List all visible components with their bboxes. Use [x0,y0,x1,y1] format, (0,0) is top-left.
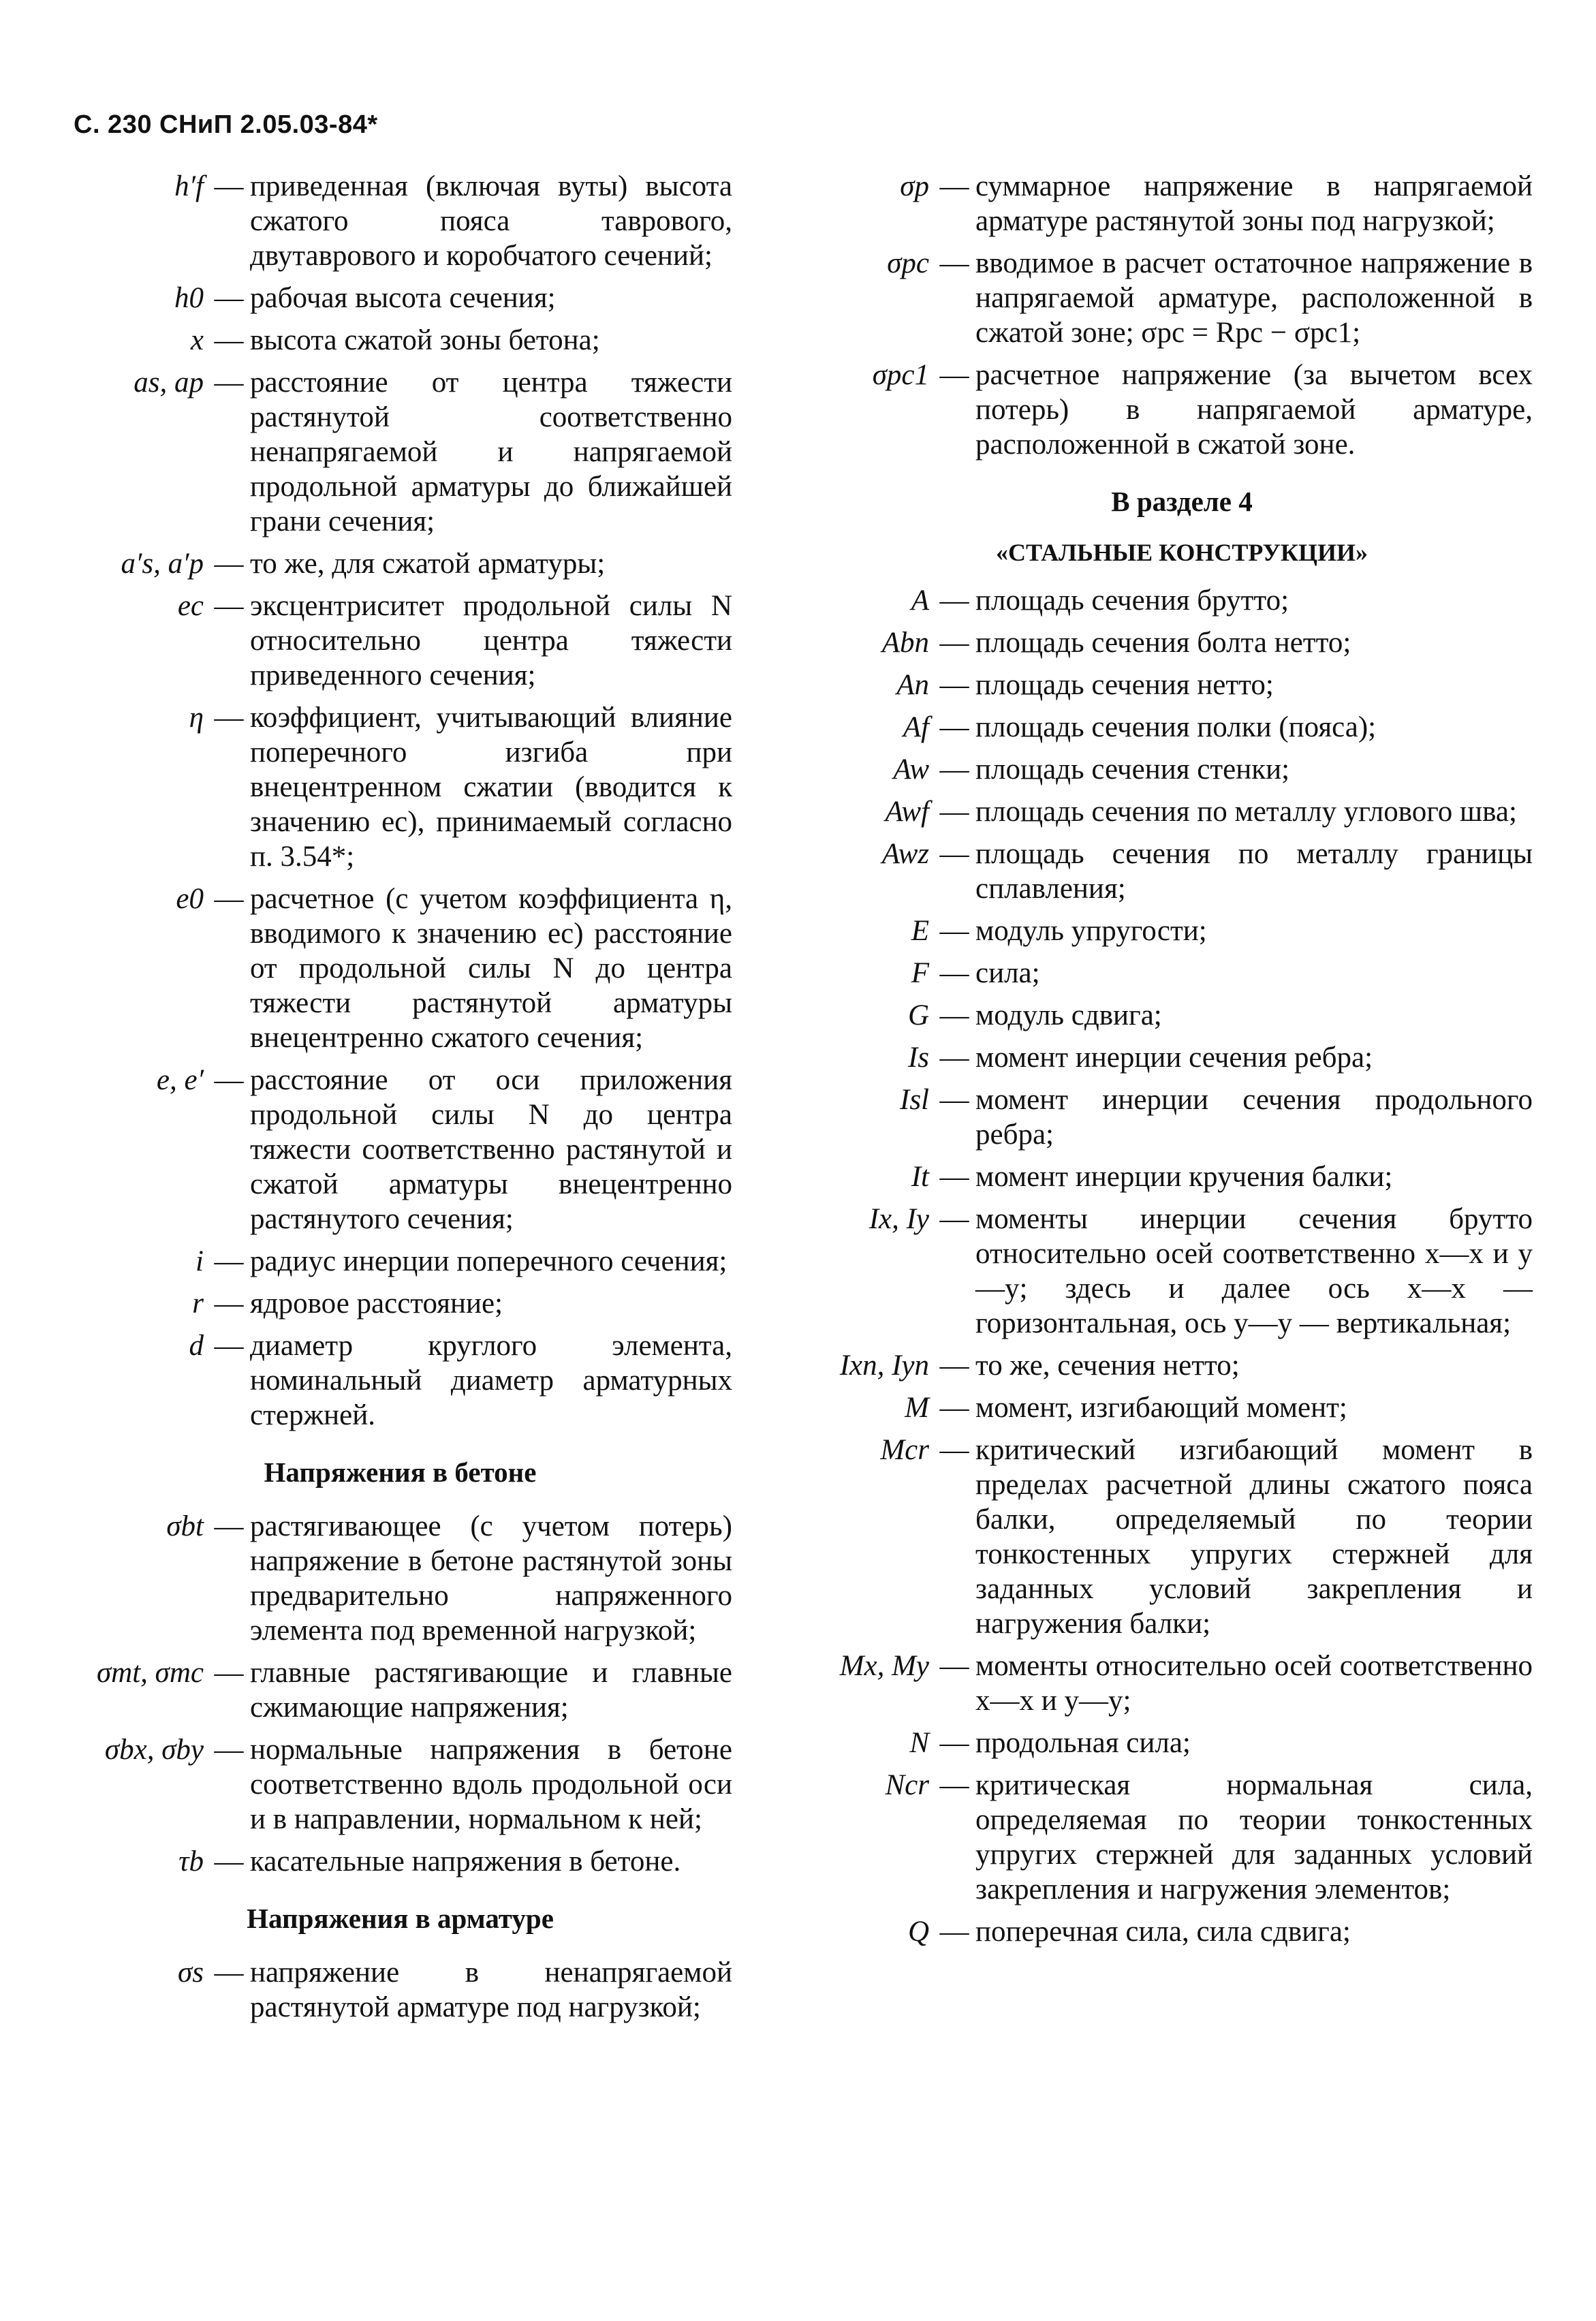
definition-entry [68,546,732,581]
entry-definition: момент инерции сечения ребра; [975,1042,1373,1074]
definition-entry [831,998,1533,1033]
entry-dash: — [214,1510,244,1542]
right-column [831,169,1533,1957]
entry-definition: то же, сечения нетто; [975,1350,1240,1382]
entry-definition: ядровое расстояние; [250,1288,503,1320]
definition-entry [68,589,732,693]
entry-symbol: e, e′ [156,1064,204,1096]
entry-dash: — [939,1350,969,1382]
definition-entry [831,837,1533,906]
entry-symbol: Af [903,711,929,743]
entry-definition: растягивающее (с учетом потерь) напряжение в бетоне растянутой зоны предварительно напряженного элемента под временной нагрузкой; [250,1510,732,1647]
definition-entry [831,710,1533,745]
entry-definition: момент инерции кручения балки; [975,1161,1393,1193]
entry-dash: — [939,247,969,279]
entry-symbol: Abn [881,627,929,659]
entry-symbol: Is [907,1042,929,1074]
entry-symbol: G [907,999,929,1031]
entry-symbol: ec [177,590,204,622]
entry-symbol: σmt, σmc [96,1657,204,1689]
entry-symbol: as, ap [134,367,204,399]
entry-symbol: σpc [887,247,929,279]
definition-entry [68,169,732,273]
entry-symbol: h′f [174,170,204,202]
definition-entry [68,700,732,874]
entry-symbol: Mx, My [839,1650,929,1682]
entry-definition: радиус инерции поперечного сечения; [250,1245,727,1277]
entry-dash: — [214,1288,244,1320]
definition-entry [68,1732,732,1837]
entry-definition: касательные напряжения в бетоне. [250,1845,681,1878]
entry-definition: площадь сечения нетто; [975,669,1274,701]
entry-dash: — [939,669,969,701]
definition-entry [831,169,1533,238]
definition-entry [831,914,1533,948]
entry-dash: — [214,1245,244,1277]
entry-definition: модуль сдвига; [975,999,1162,1031]
entry-definition: площадь сечения болта нетто; [975,627,1351,659]
entry-definition: продольная сила; [975,1727,1191,1759]
definition-entry [831,1390,1533,1425]
entry-definition: нормальные напряжения в бетоне соответственно вдоль продольной оси и в направлении, нормальном к ней; [250,1734,732,1835]
entry-symbol: σpc1 [872,359,929,391]
definition-entry [68,1244,732,1279]
entry-symbol: h0 [174,282,204,314]
section-heading: «СТАЛЬНЫЕ КОНСТРУКЦИИ» [995,539,1368,566]
entry-dash: — [939,359,969,391]
definition-entry [831,752,1533,787]
entry-definition: площадь сечения брутто; [975,585,1289,617]
entry-symbol: E [911,915,929,947]
entry-symbol: d [189,1330,204,1362]
entry-dash: — [939,1434,969,1466]
entry-symbol: σs [178,1957,204,1989]
entry-dash: — [939,627,969,659]
entry-dash: — [214,702,244,734]
definition-entry [68,1328,732,1433]
entry-symbol: τb [178,1845,204,1878]
entry-symbol: Ix, Iy [869,1203,929,1235]
entry-symbol: Ixn, Iyn [839,1350,929,1382]
entry-definition: расчетное (с учетом коэффициента η, вводимого к значению ec) расстояние от продольной силы N до центра тяжести растянутой арматуры внецентренно сжатого сечения; [250,883,732,1054]
entry-definition: суммарное напряжение в напрягаемой арматуре растянутой зоны под нагрузкой; [975,170,1533,237]
definition-entry [831,1433,1533,1641]
definition-entry [831,1040,1533,1075]
entry-dash: — [214,1957,244,1989]
entry-definition: моменты относительно осей соответственно x—x и y—y; [975,1650,1533,1717]
definition-entry [831,1649,1533,1718]
definition-entry [831,246,1533,350]
entry-dash: — [214,1330,244,1362]
entry-symbol: Q [907,1916,929,1948]
entry-definition: модуль упругости; [975,915,1207,947]
entry-definition: площадь сечения стенки; [975,753,1290,785]
entry-definition: коэффициент, учитывающий влияние поперечного изгиба при внецентренном сжатии (вводится к значению ec), принимаемый согласно п. 3.54*; [250,702,732,873]
entry-dash: — [214,1734,244,1766]
entry-dash: — [939,1650,969,1682]
entry-definition: момент инерции сечения продольного ребра; [975,1084,1533,1151]
entry-symbol: x [190,324,204,356]
entry-symbol: i [195,1245,204,1277]
entry-definition: то же, для сжатой арматуры; [250,548,606,580]
entry-dash: — [939,796,969,828]
definition-entry [68,1286,732,1321]
entry-dash: — [939,1084,969,1116]
entry-symbol: Aw [893,753,929,785]
entry-dash: — [939,1203,969,1235]
entry-definition: рабочая высота сечения; [250,282,556,314]
entry-dash: — [939,1916,969,1948]
entry-symbol: It [911,1161,929,1193]
entry-symbol: σp [900,170,929,202]
definition-entry [831,1726,1533,1760]
entry-symbol: An [896,669,929,701]
entry-dash: — [939,753,969,785]
entry-dash: — [939,1727,969,1759]
definition-entry [831,358,1533,462]
entry-symbol: Ncr [885,1769,929,1801]
definition-entry [831,668,1533,702]
entry-symbol: r [192,1288,204,1320]
definition-entry [831,1348,1533,1383]
definition-entry [68,1063,732,1236]
definition-entry [68,323,732,358]
entry-definition: приведенная (включая вуты) высота сжатого пояса таврового, двутаврового и коробчатого сечений; [250,170,732,272]
entry-definition: сила; [975,957,1040,989]
entry-symbol: e0 [176,883,204,915]
entry-dash: — [214,1064,244,1096]
entry-symbol: Isl [900,1084,929,1116]
entry-dash: — [214,170,244,202]
definition-entry [68,1844,732,1879]
entry-symbol: Awf [885,796,929,828]
entry-definition: моменты инерции сечения брутто относительно осей соответственно x—x и y—y; здесь и далее ось x—x — горизонтальная, ось y—y — вертикальная; [975,1203,1533,1339]
entry-definition: момент, изгибающий момент; [975,1392,1347,1424]
entry-dash: — [939,585,969,617]
entry-symbol: A [911,585,929,617]
entry-dash: — [214,1657,244,1689]
entry-dash: — [214,282,244,314]
entry-definition: напряжение в ненапрягаемой растянутой арматуре под нагрузкой; [250,1957,732,2023]
definition-entry [68,1955,732,2025]
entry-definition: вводимое в расчет остаточное напряжение в напрягаемой арматуре, расположенной в сжатой зоне; σpc = Rpc − σpc1; [975,247,1533,349]
entry-definition: критический изгибающий момент в пределах расчетной длины сжатого пояса балки, определяемый по теории тонкостенных упругих стержней для заданных условий закрепления и нагружения балки; [975,1434,1533,1640]
entry-definition: площадь сечения по металлу границы сплавления; [975,838,1533,905]
definition-entry [831,583,1533,618]
entry-dash: — [214,883,244,915]
entry-dash: — [939,711,969,743]
definition-entry [831,1202,1533,1341]
entry-dash: — [939,1769,969,1801]
entry-definition: диаметр круглого элемента, номинальный диаметр арматурных стержней. [250,1330,732,1431]
entry-dash: — [214,590,244,622]
entry-symbol: N [909,1727,929,1759]
definition-entry [831,794,1533,829]
entry-dash: — [939,1392,969,1424]
definition-entry [68,365,732,539]
entry-dash: — [939,915,969,947]
page-header: С. 230 СНиП 2.05.03-84* [74,110,378,139]
entry-symbol: σbt [166,1510,204,1542]
left-column [68,169,732,2032]
entry-dash: — [939,170,969,202]
definition-entry [831,956,1533,991]
entry-dash: — [939,957,969,989]
entry-dash: — [214,548,244,580]
entry-definition: расчетное напряжение (за вычетом всех потерь) в напрягаемой арматуре, расположенной в сжатой зоне. [975,359,1533,461]
entry-symbol: Mcr [880,1434,929,1466]
section-heading: Напряжения в арматуре [247,1903,554,1934]
entry-dash: — [214,367,244,399]
definition-entry [68,1655,732,1725]
entry-definition: главные растягивающие и главные сжимающие напряжения; [250,1657,732,1724]
entry-symbol: σbx, σby [104,1734,204,1766]
entry-symbol: η [189,702,204,734]
entry-definition: расстояние от оси приложения продольной силы N до центра тяжести соответственно растянутой и сжатой арматуры внецентренно растянутого сечения; [250,1064,732,1235]
entry-definition: поперечная сила, сила сдвига; [975,1916,1351,1948]
entry-dash: — [939,838,969,870]
entry-symbol: F [911,957,929,989]
entry-definition: расстояние от центра тяжести растянутой соответственно ненапрягаемой и напрягаемой продольной арматуры до ближайшей грани сечения; [250,367,732,538]
definition-entry [68,281,732,315]
entry-symbol: M [905,1392,929,1424]
entry-dash: — [939,1042,969,1074]
definition-entry [831,625,1533,660]
definition-entry [831,1914,1533,1949]
entry-definition: площадь сечения полки (пояса); [975,711,1377,743]
entry-definition: эксцентриситет продольной силы N относительно центра тяжести приведенного сечения; [250,590,732,691]
entry-dash: — [939,999,969,1031]
section-heading: Напряжения в бетоне [264,1457,537,1488]
entry-dash: — [214,324,244,356]
entry-definition: высота сжатой зоны бетона; [250,324,600,356]
definition-entry [831,1159,1533,1194]
entry-definition: площадь сечения по металлу углового шва; [975,796,1517,828]
definition-entry [831,1768,1533,1907]
definition-entry [68,1509,732,1648]
entry-dash: — [939,1161,969,1193]
entry-symbol: Awz [881,838,929,870]
definition-entry [831,1082,1533,1152]
entry-symbol: a′s, a′p [121,548,204,580]
entry-dash: — [214,1845,244,1878]
entry-definition: критическая нормальная сила, определяемая по теории тонкостенных упругих стержней для заданных условий закрепления и нагружения элементов; [975,1769,1533,1905]
definition-entry [68,882,732,1055]
section-heading: В разделе 4 [1111,486,1253,517]
